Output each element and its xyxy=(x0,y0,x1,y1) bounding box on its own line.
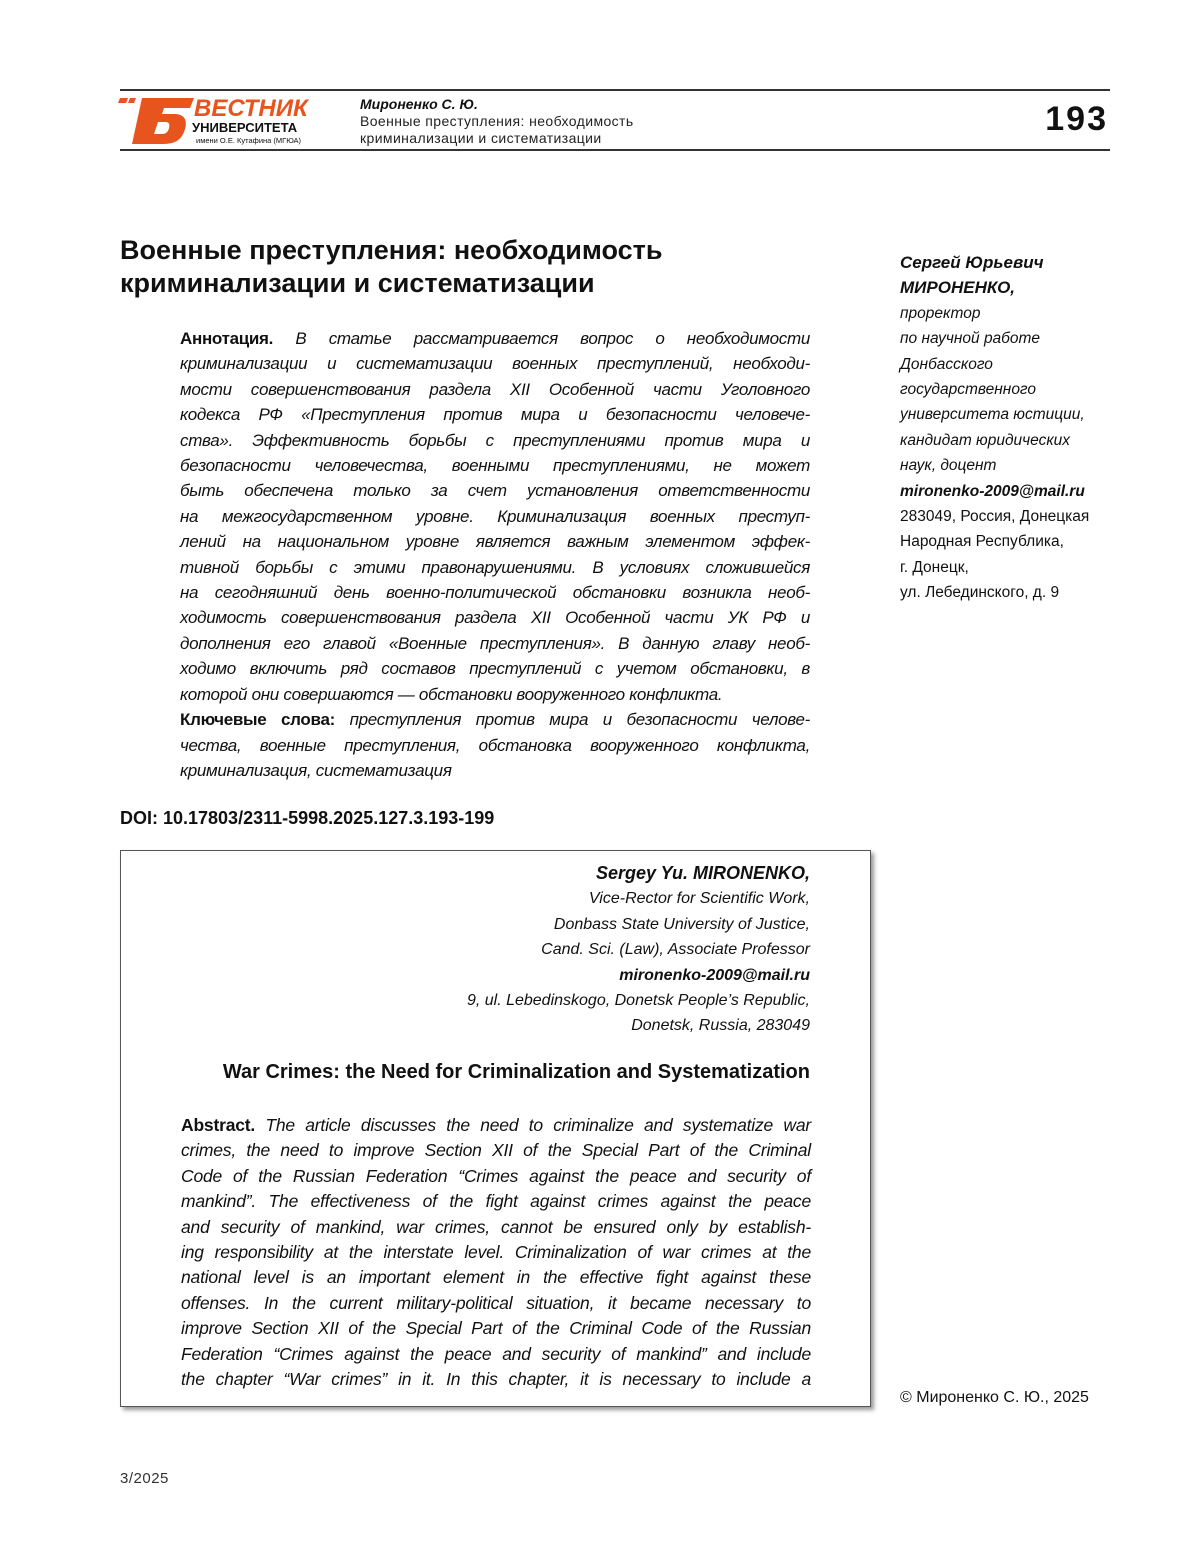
text-run: and security of mankind, war crimes, cannot be ensured only by establish- xyxy=(181,1217,811,1237)
text-run: тивной борьбы с этими правонарушениями. В условиях сложившейся xyxy=(180,558,810,577)
text-line xyxy=(181,1240,811,1265)
author-address-line-en: 9, ul. Lebedinskogo, Donetsk People’s Republic, xyxy=(467,988,810,1013)
text-run: crimes, the need to improve Section XII of the Special Part of the Criminal xyxy=(181,1140,811,1160)
text-run: ходимость совершенствования раздела XII Особенной части УК РФ и xyxy=(180,608,810,627)
text-run: Code of the Russian Federation “Crimes against the peace and security of xyxy=(181,1166,811,1186)
author-affiliation-line: государственного xyxy=(900,377,1089,402)
text-run: быть обеспечена только за счет установления ответственности xyxy=(180,481,810,500)
header-title-line: криминализации и систематизации xyxy=(360,130,634,147)
text-run: mankind”. The effectiveness of the fight against crimes against the peace xyxy=(181,1191,811,1211)
author-address-line-en: Donetsk, Russia, 283049 xyxy=(467,1013,810,1038)
text-line xyxy=(181,1113,811,1138)
text-line xyxy=(180,656,810,681)
text-run: ходимо включить ряд составов преступлений с учетом обстановки, в xyxy=(180,659,810,678)
text-run: offenses. In the current military-political situation, it became necessary to xyxy=(181,1293,811,1313)
title-line: Военные преступления: необходимость xyxy=(120,234,663,267)
author-name: Сергей Юрьевич xyxy=(900,250,1089,275)
text-line xyxy=(181,1215,811,1240)
text-line xyxy=(181,1367,811,1392)
text-line xyxy=(181,1164,811,1189)
title-line: криминализации и систематизации xyxy=(120,267,663,300)
section-label: Abstract. xyxy=(181,1115,255,1135)
english-summary-box xyxy=(120,850,871,1407)
header-title-line: Военные преступления: необходимость xyxy=(360,113,634,130)
text-line xyxy=(180,453,810,478)
text-line xyxy=(180,326,810,351)
header-article-title xyxy=(360,113,634,147)
text-run: the chapter “War crimes” in it. In this chapter, it is necessary to include a xyxy=(181,1369,811,1389)
text-run: преступления против мира и безопасности челове- xyxy=(335,710,810,729)
author-affiliation-line: Донбасского xyxy=(900,352,1089,377)
text-line xyxy=(180,605,810,630)
text-run: криминализации и систематизации военных преступлений, необходи- xyxy=(180,354,810,373)
author-email[interactable]: mironenko-2009@mail.ru xyxy=(900,479,1089,504)
text-run: В статье рассматривается вопрос о необходимости xyxy=(273,329,810,348)
text-run: на межгосударственном уровне. Криминализация военных преступ- xyxy=(180,507,810,526)
text-line xyxy=(180,402,810,427)
text-line xyxy=(180,580,810,605)
header-rule-top xyxy=(120,89,1110,91)
author-affiliation-line: наук, доцент xyxy=(900,453,1089,478)
author-address-line: г. Донецк, xyxy=(900,555,1089,580)
text-line xyxy=(180,631,810,656)
author-name-en: Sergey Yu. MIRONENKO, xyxy=(467,861,810,886)
author-affiliation-line-en: Vice-Rector for Scientific Work, xyxy=(467,886,810,911)
journal-logo xyxy=(118,94,318,146)
text-run: The article discusses the need to criminalize and systematize war xyxy=(255,1115,811,1135)
text-line xyxy=(180,733,810,758)
article-title xyxy=(120,234,663,300)
author-info-ru xyxy=(900,250,1089,606)
text-run: мости совершенствования раздела XII Особенной части Уголовного xyxy=(180,380,810,399)
header-rule-bottom xyxy=(120,149,1110,151)
russian-abstract xyxy=(180,326,810,783)
author-affiliation-line: проректор xyxy=(900,301,1089,326)
text-line xyxy=(181,1316,811,1341)
header-author: Мироненко С. Ю. xyxy=(360,96,478,112)
text-line xyxy=(181,1265,811,1290)
text-run: кодекса РФ «Преступления против мира и безопасности человече- xyxy=(180,405,810,424)
english-title: War Crimes: the Need for Criminalization and Systematization xyxy=(223,1061,810,1084)
svg-text:имени О.Е. Кутафина (МГЮА): имени О.Е. Кутафина (МГЮА) xyxy=(196,136,302,145)
author-affiliation-line: университета юстиции, xyxy=(900,402,1089,427)
section-label: Аннотация. xyxy=(180,329,273,348)
text-run: безопасности человечества, военными преступлениями, не может xyxy=(180,456,810,475)
text-run: лений на национальном уровне является важным элементом эффек- xyxy=(180,532,810,551)
author-affiliation-line: кандидат юридических xyxy=(900,428,1089,453)
author-address-line: Народная Республика, xyxy=(900,529,1089,554)
issue-number: 3/2025 xyxy=(120,1470,169,1487)
page-number: 193 xyxy=(1045,100,1108,139)
text-run: которой они совершаются — обстановки вооруженного конфликта. xyxy=(180,685,722,704)
author-affiliation-line: по научной работе xyxy=(900,326,1089,351)
author-affiliation-line-en: Cand. Sci. (Law), Associate Professor xyxy=(467,937,810,962)
english-abstract xyxy=(181,1113,811,1392)
author-info-en xyxy=(467,861,810,1039)
text-line xyxy=(181,1189,811,1214)
text-run: improve Section XII of the Special Part of the Criminal Code of the Russian xyxy=(181,1318,811,1338)
text-line xyxy=(180,428,810,453)
text-run: national level is an important element in the effective fight against these xyxy=(181,1267,811,1287)
author-surname: МИРОНЕНКО, xyxy=(900,275,1089,300)
author-affiliation-line-en: Donbass State University of Justice, xyxy=(467,912,810,937)
page xyxy=(0,0,1200,1560)
text-run: криминализация, систематизация xyxy=(180,761,452,780)
text-run: ing responsibility at the interstate level. Criminalization of war crimes at the xyxy=(181,1242,811,1262)
author-address-line: 283049, Россия, Донецкая xyxy=(900,504,1089,529)
author-email-en[interactable]: mironenko-2009@mail.ru xyxy=(467,963,810,988)
text-line xyxy=(180,682,810,707)
text-line xyxy=(180,377,810,402)
text-line xyxy=(181,1138,811,1163)
svg-text:ВЕСТНИК: ВЕСТНИК xyxy=(194,95,310,122)
text-line xyxy=(181,1291,811,1316)
svg-text:УНИВЕРСИТЕТА: УНИВЕРСИТЕТА xyxy=(192,120,298,135)
text-run: на сегодняшний день военно-политической обстановки возникла необ- xyxy=(180,583,810,602)
copyright: © Мироненко С. Ю., 2025 xyxy=(900,1389,1089,1407)
text-line xyxy=(180,758,810,783)
text-line xyxy=(180,555,810,580)
doi: DOI: 10.17803/2311-5998.2025.127.3.193-199 xyxy=(120,808,494,829)
text-line xyxy=(180,529,810,554)
text-line xyxy=(180,351,810,376)
author-address-line: ул. Лебединского, д. 9 xyxy=(900,580,1089,605)
text-run: ства». Эффективность борьбы с преступлениями против мира и xyxy=(180,431,810,450)
text-run: чества, военные преступления, обстановка вооруженного конфликта, xyxy=(180,736,810,755)
section-label: Ключевые слова: xyxy=(180,710,335,729)
text-line xyxy=(180,707,810,732)
text-line xyxy=(180,478,810,503)
text-line xyxy=(180,504,810,529)
text-run: Federation “Crimes against the peace and security of mankind” and include xyxy=(181,1344,811,1364)
text-run: дополнения его главой «Военные преступления». В данную главу необ- xyxy=(180,634,810,653)
text-line xyxy=(181,1342,811,1367)
